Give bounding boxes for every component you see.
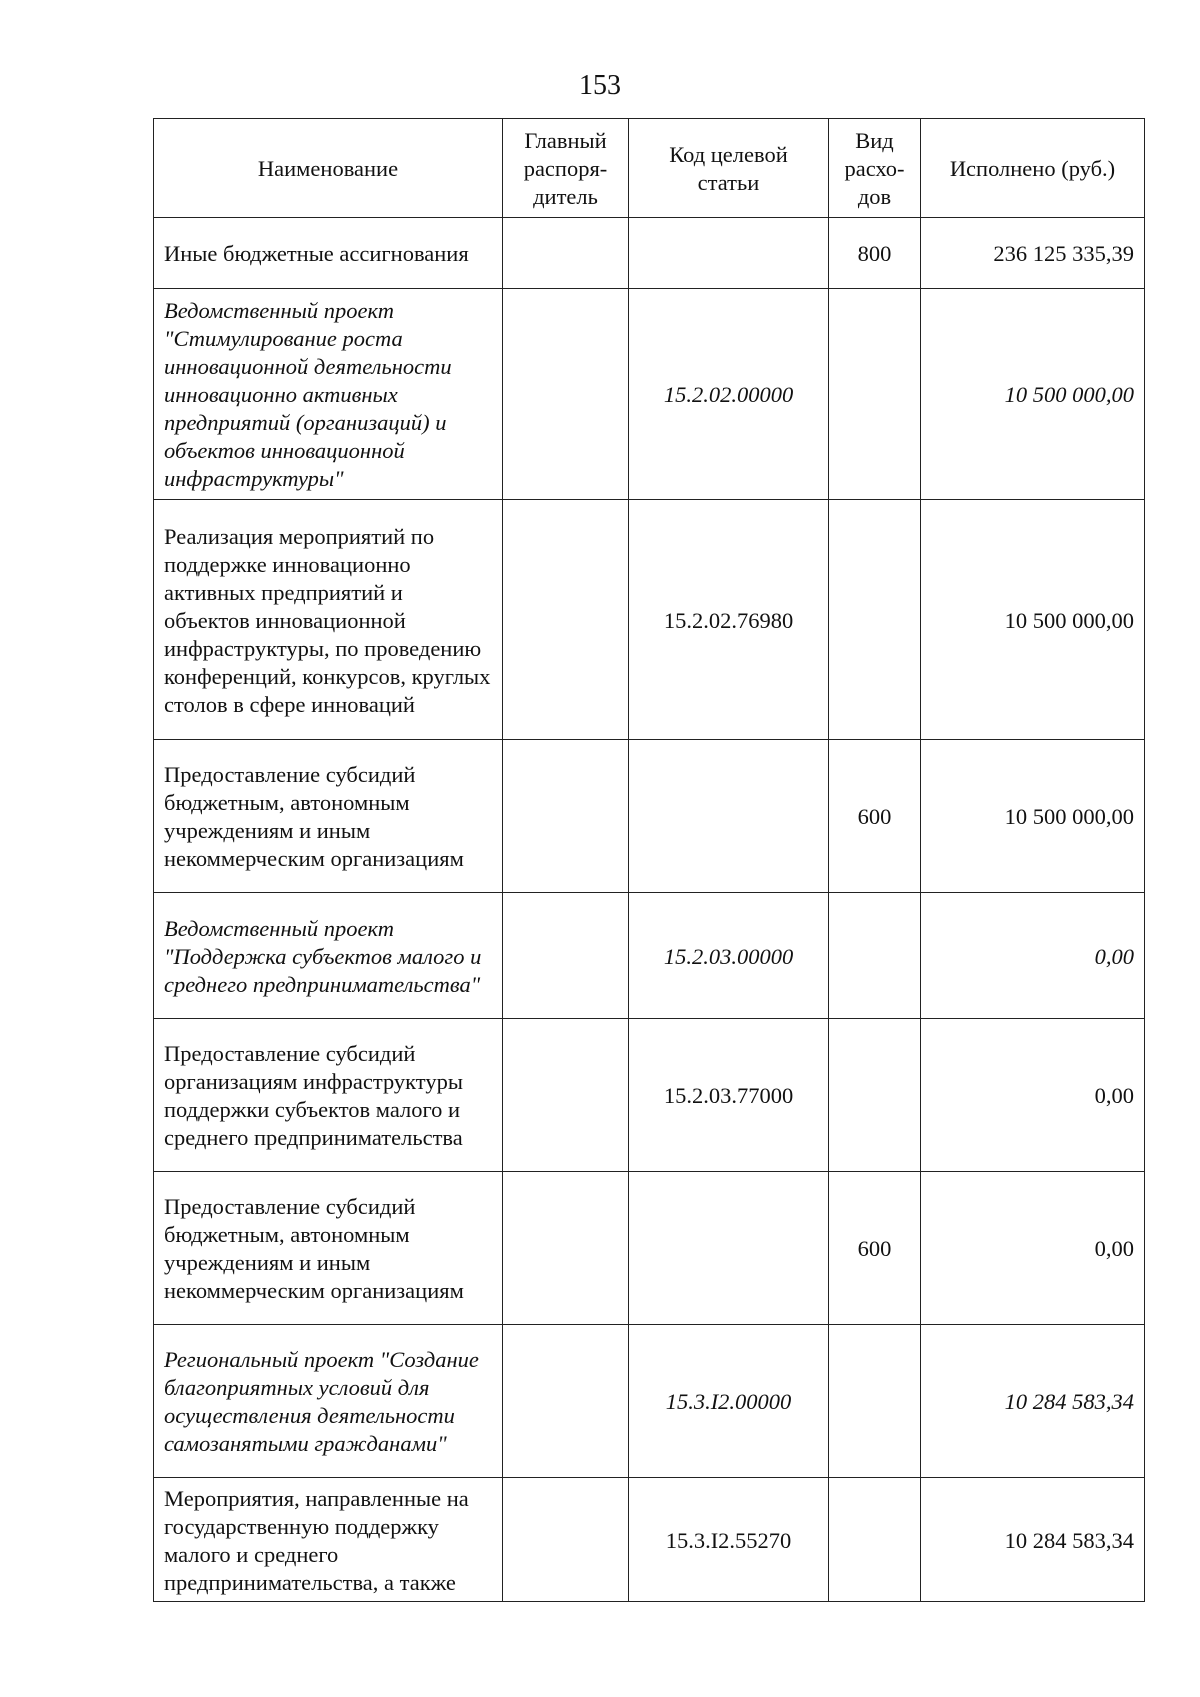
row-kind xyxy=(829,289,921,500)
row-amount: 236 125 335,39 xyxy=(921,218,1145,289)
row-code xyxy=(629,218,829,289)
row-amount: 10 284 583,34 xyxy=(921,1325,1145,1478)
row-name: Мероприятия, направленные на государственную поддержку малого и среднего предпринимательства, а также xyxy=(154,1478,503,1602)
row-amount: 10 500 000,00 xyxy=(921,289,1145,500)
row-amount: 0,00 xyxy=(921,1019,1145,1172)
table-row xyxy=(154,289,1145,500)
row-code: 15.2.02.76980 xyxy=(629,500,829,740)
row-amount: 10 284 583,34 xyxy=(921,1478,1145,1602)
row-kind xyxy=(829,500,921,740)
row-code: 15.2.03.00000 xyxy=(629,893,829,1019)
header-executed: Исполнено (руб.) xyxy=(921,119,1145,218)
row-name: Предоставление субсидий организациям инфраструктуры поддержки субъектов малого и среднего предпринимательства xyxy=(154,1019,503,1172)
row-code: 15.3.I2.00000 xyxy=(629,1325,829,1478)
table-row xyxy=(154,1019,1145,1172)
row-amount: 0,00 xyxy=(921,893,1145,1019)
row-kind xyxy=(829,1325,921,1478)
row-name: Ведомственный проект "Поддержка субъектов малого и среднего предпринимательства" xyxy=(154,893,503,1019)
row-manager xyxy=(503,1478,629,1602)
row-manager xyxy=(503,893,629,1019)
row-name: Ведомственный проект "Стимулирование роста инновационной деятельности инновационно активных предприятий (организаций) и объектов инновационной инфраструктуры" xyxy=(154,289,503,500)
table-header-row xyxy=(154,119,1145,218)
page-number: 153 xyxy=(579,70,621,101)
header-manager: Главный распоря-дитель xyxy=(503,119,629,218)
table-row xyxy=(154,893,1145,1019)
table-row xyxy=(154,1325,1145,1478)
row-manager xyxy=(503,1172,629,1325)
row-kind xyxy=(829,1019,921,1172)
row-kind: 600 xyxy=(829,740,921,893)
row-amount: 10 500 000,00 xyxy=(921,500,1145,740)
row-kind: 800 xyxy=(829,218,921,289)
row-name: Предоставление субсидий бюджетным, автономным учреждениям и иным некоммерческим организациям xyxy=(154,1172,503,1325)
row-code: 15.2.03.77000 xyxy=(629,1019,829,1172)
row-amount: 10 500 000,00 xyxy=(921,740,1145,893)
row-name: Предоставление субсидий бюджетным, автономным учреждениям и иным некоммерческим организациям xyxy=(154,740,503,893)
row-name: Региональный проект "Создание благоприятных условий для осуществления деятельности самозанятыми гражданами" xyxy=(154,1325,503,1478)
row-code: 15.3.I2.55270 xyxy=(629,1478,829,1602)
row-manager xyxy=(503,500,629,740)
row-manager xyxy=(503,1019,629,1172)
table-row xyxy=(154,740,1145,893)
row-code xyxy=(629,740,829,893)
row-manager xyxy=(503,218,629,289)
table-row xyxy=(154,218,1145,289)
row-manager xyxy=(503,740,629,893)
table-row xyxy=(154,1478,1145,1602)
row-code xyxy=(629,1172,829,1325)
row-manager xyxy=(503,1325,629,1478)
table-row xyxy=(154,500,1145,740)
header-name: Наименование xyxy=(154,119,503,218)
row-manager xyxy=(503,289,629,500)
header-kind: Вид расхо-дов xyxy=(829,119,921,218)
header-code: Код целевой статьи xyxy=(629,119,829,218)
row-kind: 600 xyxy=(829,1172,921,1325)
row-kind xyxy=(829,893,921,1019)
row-name: Реализация мероприятий по поддержке инновационно активных предприятий и объектов инновационной инфраструктуры, по проведению конференций, конкурсов, круглых столов в сфере инноваций xyxy=(154,500,503,740)
row-code: 15.2.02.00000 xyxy=(629,289,829,500)
table-row xyxy=(154,1172,1145,1325)
row-name: Иные бюджетные ассигнования xyxy=(154,218,503,289)
row-kind xyxy=(829,1478,921,1602)
row-amount: 0,00 xyxy=(921,1172,1145,1325)
budget-execution-table xyxy=(153,118,1145,1602)
